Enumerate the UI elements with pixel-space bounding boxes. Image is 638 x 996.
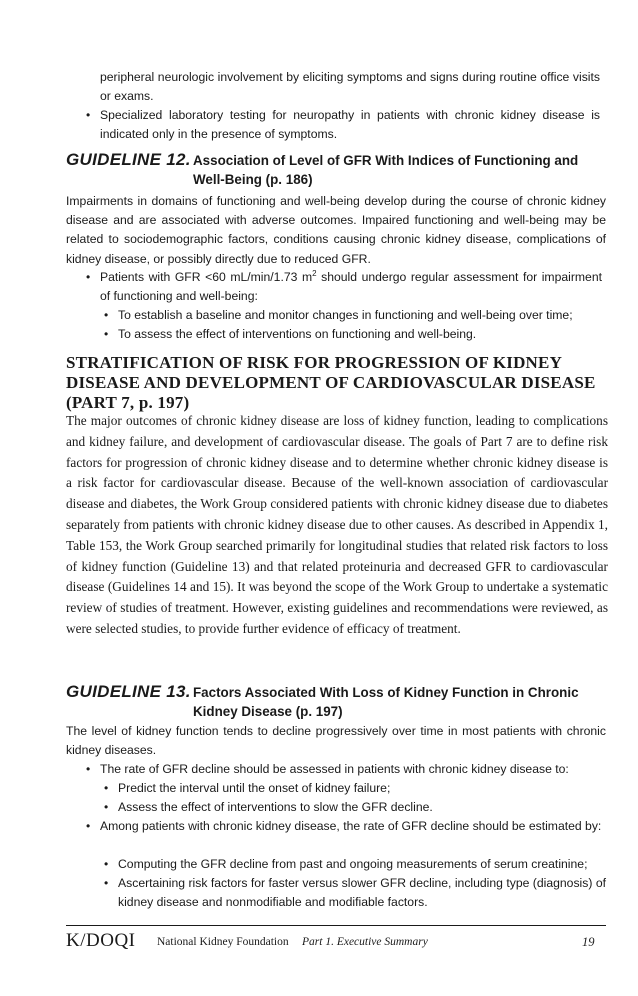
guideline-12-title: Association of Level of GFR With Indices of Functioning and Well-Being (p. 186) (193, 153, 579, 187)
guideline-12-bullet: Patients with GFR <60 mL/min/1.73 $m^2$ should undergo regular assessment for impairment of functioning and well-being: (100, 268, 602, 303)
bullet-dot: • (86, 270, 91, 284)
stratification-body: The major outcomes of chronic kidney disease are loss of kidney function, leading to complications and kidney failure, and development of cardiovascular disease. The goals of Part 7 are to define risk factors for progression of chronic kidney disease and to determine whether chronic kidney disease is a risk factor for cardiovascular disease. Because of the well-known association of cardiovascular disease and diabetes, the Work Group considered patients with chronic kidney disease due to diabetes separately from patients with chronic kidney disease due to other causes. As described in Appendix 1, Table 153, the Work Group searched primarily for longitudinal studies that related risk factors to loss of kidney function (Guideline 13) and that related proteinuria and decreased GFR to cardiovascular disease (Guidelines 14 and 15). It was beyond the scope of the Work Group to undertake a systematic review of studies of treatment. However, existing guidelines and recommendations were reviewed, as were selected studies, to provide further evidence of efficacy of treatment. (66, 413, 608, 636)
footer-rule (66, 925, 606, 926)
guideline-13-b1-sub-2: Assess the effect of interventions to slow the GFR decline. (118, 800, 433, 814)
guideline-13-title: Factors Associated With Loss of Kidney Function in Chronic Kidney Disease (p. 197) (193, 685, 579, 719)
footer-organization: National Kidney Foundation (157, 936, 289, 948)
stratification-heading: STRATIFICATION OF RISK FOR PROGRESSION OF KIDNEY DISEASE AND DEVELOPMENT OF CARDIOVASCULAR DISEASE (PART 7, p. 197) (66, 353, 596, 412)
guideline-12-sub-2: To assess the effect of interventions on functioning and well-being. (118, 327, 477, 341)
guideline-13-b2-sub-2: Ascertaining risk factors for faster versus slower GFR decline, including type (diagnosis) of kidney disease and nonmodifiable and modifiable factors. (118, 876, 606, 909)
bullet-neuropathy: Specialized laboratory testing for neuropathy in patients with chronic kidney disease is indicated only in the presence of symptoms. (100, 108, 600, 141)
footer-part-title: Part 1. Executive Summary (302, 936, 428, 948)
guideline-13-intro: The level of kidney function tends to decline progressively over time in most patients with chronic kidney diseases. (66, 724, 606, 758)
bullet-dot: • (104, 857, 109, 871)
continuation-text: peripheral neurologic involvement by eliciting symptoms and signs during routine office visits or exams. (100, 70, 600, 103)
bullet-dot: • (86, 762, 91, 776)
guideline-12-intro: Impairments in domains of functioning and well-being develop during the course of chronic kidney disease and are associated with adverse outcomes. Impaired functioning and well-being may be related to sociodemographic factors, conditions causing chronic kidney disease, complications of kidney disease, or possibly directly due to reduced GFR. (66, 194, 606, 266)
guideline-13-bullet-2: Among patients with chronic kidney disease, the rate of GFR decline should be estimated by: (100, 819, 602, 833)
bullet-dot: • (104, 876, 109, 890)
bullet-dot: • (86, 819, 91, 833)
guideline-12-sub-1: To establish a baseline and monitor changes in functioning and well-being over time; (118, 308, 573, 322)
guideline-13-number: GUIDELINE 13. (66, 682, 191, 701)
footer-logo: K/DOQI (66, 930, 136, 951)
bullet-dot: • (86, 108, 91, 122)
guideline-13-b2-sub-1: Computing the GFR decline from past and ongoing measurements of serum creatinine; (118, 857, 588, 871)
bullet-dot: • (104, 308, 109, 322)
guideline-13-b1-sub-1: Predict the interval until the onset of kidney failure; (118, 781, 391, 795)
bullet-dot: • (104, 800, 109, 814)
bullet-dot: • (104, 781, 109, 795)
guideline-12-number: GUIDELINE 12. (66, 150, 191, 169)
guideline-13-bullet-1: The rate of GFR decline should be assessed in patients with chronic kidney disease to: (100, 762, 569, 776)
bullet-dot: • (104, 327, 109, 341)
page-number: 19 (582, 935, 595, 949)
